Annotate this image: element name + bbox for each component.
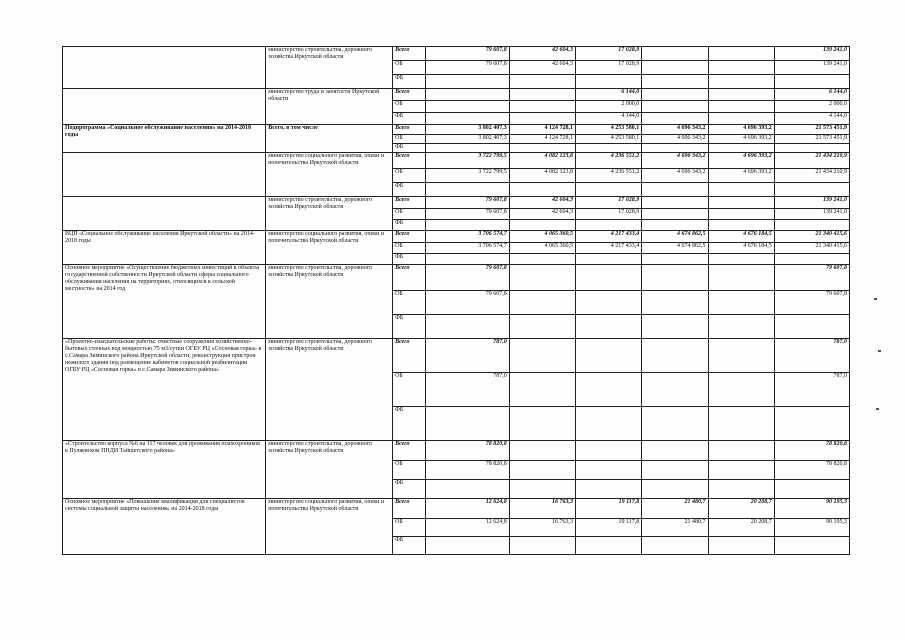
program-cell: «Строительство корпуса №6 на 117 человек для проживания психохроников в Пуляевском ПНДИ Тайшетского района» — [63, 441, 266, 499]
amount-cell — [708, 75, 774, 89]
amount-cell: 20 208,7 — [708, 499, 774, 519]
amount-cell: 21 573 451,9 — [774, 125, 849, 135]
amount-cell: 4 676 184,5 — [708, 243, 774, 254]
amount-cell: 139 241,0 — [774, 209, 849, 220]
program-cell: Основное мероприятие «Осуществление бюджетных инвестиций в объекты государственной собственности Иркутской области сферы социального обслуживания населения на территориях, относящихся к сельской местности» на 2014 год — [63, 265, 266, 339]
amount-cell: 79 607,8 — [774, 291, 849, 315]
amount-cell — [425, 89, 509, 101]
source-cell: Всего — [393, 197, 426, 209]
source-cell: ОБ — [393, 209, 426, 220]
executor-cell: министерство строительства, дорожного хозяйства Иркутской области — [266, 47, 393, 89]
amount-cell: 21 573 451,9 — [774, 135, 849, 144]
amount-cell: 6 144,0 — [774, 89, 849, 101]
amount-cell — [708, 183, 774, 197]
amount-cell: 4 144,0 — [774, 113, 849, 125]
amount-cell — [509, 291, 575, 315]
amount-cell: 42 604,3 — [509, 209, 575, 220]
amount-cell: 21 434 210,9 — [774, 169, 849, 183]
amount-cell: 4 082 123,8 — [509, 169, 575, 183]
amount-cell — [708, 89, 774, 101]
amount-cell — [708, 144, 774, 153]
amount-cell: 3 722 799,5 — [425, 153, 509, 169]
amount-cell — [642, 144, 708, 153]
executor-cell: министерство строительства, дорожного хозяйства Иркутской области — [266, 265, 393, 339]
amount-cell — [576, 407, 642, 441]
executor-cell: министерство строительства, дорожного хозяйства Иркутской области — [266, 339, 393, 441]
amount-cell — [708, 101, 774, 113]
source-cell: Всего — [393, 499, 426, 519]
amount-cell — [774, 220, 849, 231]
amount-cell: 12 624,8 — [425, 499, 509, 519]
amount-cell — [425, 144, 509, 153]
table-row — [63, 197, 850, 209]
amount-cell: 4 674 862,5 — [642, 231, 708, 243]
table-row — [63, 265, 850, 291]
amount-cell: 78 820,8 — [774, 461, 849, 480]
amount-cell: 4 236 551,2 — [576, 153, 642, 169]
amount-cell — [642, 113, 708, 125]
amount-cell — [576, 265, 642, 291]
table-row — [63, 89, 850, 101]
amount-cell — [774, 537, 849, 555]
amount-cell: 78 820,8 — [425, 461, 509, 480]
program-cell: Основное мероприятие «Повышение квалификации для специалистов системы социальной защиты населения» на 2014-2018 годы — [63, 499, 266, 555]
amount-cell: 79 607,8 — [425, 209, 509, 220]
amount-cell: 4 217 433,4 — [576, 231, 642, 243]
amount-cell: 4 253 580,1 — [576, 135, 642, 144]
amount-cell — [576, 480, 642, 499]
amount-cell: 787,0 — [774, 373, 849, 407]
amount-cell — [509, 407, 575, 441]
source-cell: ФБ — [393, 254, 426, 265]
amount-cell — [509, 265, 575, 291]
amount-cell — [509, 315, 575, 339]
source-cell: Всего — [393, 265, 426, 291]
amount-cell — [708, 461, 774, 480]
amount-cell — [708, 113, 774, 125]
amount-cell: 16 763,3 — [509, 499, 575, 519]
scan-speck — [878, 350, 881, 352]
source-cell: ОБ — [393, 243, 426, 254]
amount-cell — [708, 537, 774, 555]
amount-cell: 2 000,0 — [576, 101, 642, 113]
amount-cell — [708, 47, 774, 61]
amount-cell — [509, 339, 575, 373]
program-cell — [63, 47, 266, 89]
amount-cell: 4 696 343,2 — [642, 125, 708, 135]
source-cell: Всего — [393, 441, 426, 461]
program-cell: ВЦП «Социальное обслуживание населения Иркутской области» на 2014-2018 годы — [63, 231, 266, 265]
amount-cell — [774, 480, 849, 499]
source-cell: ОБ — [393, 61, 426, 75]
executor-cell: министерство социального развития, опеки и попечительства Иркутской области — [266, 499, 393, 555]
amount-cell: 79 607,8 — [425, 61, 509, 75]
source-cell: ОБ — [393, 461, 426, 480]
amount-cell — [708, 220, 774, 231]
amount-cell — [708, 197, 774, 209]
amount-cell: 78 820,8 — [774, 441, 849, 461]
amount-cell: 17 028,9 — [576, 209, 642, 220]
amount-cell — [708, 407, 774, 441]
source-cell: Всего — [393, 89, 426, 101]
amount-cell: 4 696 343,2 — [642, 153, 708, 169]
table-row — [63, 499, 850, 519]
amount-cell — [576, 537, 642, 555]
table-row — [63, 125, 850, 135]
amount-cell — [509, 89, 575, 101]
amount-cell — [642, 265, 708, 291]
amount-cell — [642, 373, 708, 407]
amount-cell — [774, 254, 849, 265]
amount-cell — [509, 113, 575, 125]
table-row — [63, 153, 850, 169]
program-cell — [63, 197, 266, 231]
amount-cell: 3 722 799,5 — [425, 169, 509, 183]
amount-cell: 6 144,0 — [576, 89, 642, 101]
source-cell: ФБ — [393, 144, 426, 153]
amount-cell: 21 340 415,6 — [774, 231, 849, 243]
amount-cell — [708, 265, 774, 291]
amount-cell: 42 604,3 — [509, 47, 575, 61]
amount-cell — [425, 101, 509, 113]
scan-speck — [874, 298, 877, 300]
amount-cell — [425, 537, 509, 555]
amount-cell — [576, 373, 642, 407]
amount-cell: 21 434 210,9 — [774, 153, 849, 169]
amount-cell: 79 607,8 — [425, 291, 509, 315]
amount-cell: 20 208,7 — [708, 519, 774, 537]
amount-cell — [425, 254, 509, 265]
amount-cell: 4 217 433,4 — [576, 243, 642, 254]
amount-cell: 4 253 580,1 — [576, 125, 642, 135]
amount-cell — [642, 537, 708, 555]
amount-cell — [425, 183, 509, 197]
amount-cell — [708, 291, 774, 315]
program-cell: «Проектно-изыскательские работы: очистные сооружения хозяйственно-бытовых сточных вод мощностью 75 м3/сутки ОГБУ РЦ «Сосновая горка» в с.Самара Зиминского района Иркутской области; реконструкция пристрои нежилого здания под размещение кабинетов социальной реабилитации ОГБУ РЦ «Сосновая горка» в с.Самара Зиминского района» — [63, 339, 266, 441]
amount-cell — [774, 183, 849, 197]
table-row — [63, 339, 850, 373]
amount-cell: 787,0 — [774, 339, 849, 373]
amount-cell — [642, 61, 708, 75]
amount-cell — [774, 75, 849, 89]
source-cell: Всего — [393, 125, 426, 135]
amount-cell — [642, 183, 708, 197]
amount-cell: 16 763,3 — [509, 519, 575, 537]
source-cell: ФБ — [393, 315, 426, 339]
program-cell: Подпрограмма «Социальное обслуживание населения» на 2014-2018 годы — [63, 125, 266, 153]
amount-cell — [576, 461, 642, 480]
amount-cell: 19 117,8 — [576, 499, 642, 519]
amount-cell: 79 607,8 — [425, 47, 509, 61]
amount-cell — [642, 75, 708, 89]
amount-cell — [509, 144, 575, 153]
amount-cell: 3 706 574,7 — [425, 243, 509, 254]
amount-cell: 4 696 393,2 — [708, 153, 774, 169]
amount-cell: 139 241,0 — [774, 47, 849, 61]
amount-cell — [642, 47, 708, 61]
amount-cell — [642, 315, 708, 339]
source-cell: ОБ — [393, 169, 426, 183]
source-cell: ФБ — [393, 407, 426, 441]
amount-cell — [509, 461, 575, 480]
amount-cell: 3 706 574,7 — [425, 231, 509, 243]
amount-cell — [509, 537, 575, 555]
amount-cell: 787,0 — [425, 373, 509, 407]
amount-cell: 42 604,3 — [509, 197, 575, 209]
amount-cell — [708, 441, 774, 461]
amount-cell: 4 144,0 — [576, 113, 642, 125]
amount-cell — [774, 315, 849, 339]
amount-cell — [642, 220, 708, 231]
amount-cell — [576, 144, 642, 153]
amount-cell: 4 082 123,8 — [509, 153, 575, 169]
amount-cell: 787,0 — [425, 339, 509, 373]
amount-cell: 21 480,7 — [642, 499, 708, 519]
source-cell: ФБ — [393, 537, 426, 555]
source-cell: ОБ — [393, 519, 426, 537]
amount-cell — [425, 407, 509, 441]
budget-table — [62, 46, 850, 555]
source-cell: Всего — [393, 231, 426, 243]
source-cell: ОБ — [393, 291, 426, 315]
program-cell — [63, 89, 266, 125]
amount-cell: 19 117,8 — [576, 519, 642, 537]
source-cell: ФБ — [393, 183, 426, 197]
program-cell — [63, 153, 266, 197]
amount-cell — [425, 220, 509, 231]
amount-cell — [509, 183, 575, 197]
amount-cell — [642, 407, 708, 441]
source-cell: ФБ — [393, 113, 426, 125]
amount-cell: 21 480,7 — [642, 519, 708, 537]
amount-cell — [708, 339, 774, 373]
executor-cell: министерство строительства, дорожного хозяйства Иркутской области — [266, 197, 393, 231]
amount-cell — [642, 197, 708, 209]
amount-cell: 17 028,9 — [576, 47, 642, 61]
amount-cell — [576, 291, 642, 315]
amount-cell: 4 696 393,2 — [708, 135, 774, 144]
amount-cell: 4 124 728,1 — [509, 135, 575, 144]
amount-cell — [774, 407, 849, 441]
table-row — [63, 441, 850, 461]
executor-cell: министерство социального развития, опеки и попечительства Иркутской области — [266, 153, 393, 197]
amount-cell — [642, 209, 708, 220]
amount-cell: 78 820,8 — [425, 441, 509, 461]
executor-cell: министерство труда и занятости Иркутской области — [266, 89, 393, 125]
amount-cell: 139 241,0 — [774, 197, 849, 209]
amount-cell: 21 340 415,6 — [774, 243, 849, 254]
amount-cell: 4 674 862,5 — [642, 243, 708, 254]
amount-cell — [774, 144, 849, 153]
amount-cell — [642, 441, 708, 461]
amount-cell — [576, 183, 642, 197]
amount-cell: 4 065 360,5 — [509, 231, 575, 243]
amount-cell — [708, 480, 774, 499]
amount-cell — [708, 254, 774, 265]
amount-cell — [509, 441, 575, 461]
amount-cell — [425, 315, 509, 339]
scan-speck — [876, 408, 879, 410]
executor-cell: министерство социального развития, опеки и попечительства Иркутской области — [266, 231, 393, 265]
amount-cell: 17 028,9 — [576, 197, 642, 209]
source-cell: ОБ — [393, 373, 426, 407]
amount-cell — [708, 373, 774, 407]
amount-cell: 3 802 407,3 — [425, 125, 509, 135]
source-cell: Всего — [393, 153, 426, 169]
amount-cell: 3 802 407,3 — [425, 135, 509, 144]
amount-cell — [642, 339, 708, 373]
amount-cell: 4 676 184,5 — [708, 231, 774, 243]
amount-cell — [576, 254, 642, 265]
amount-cell — [576, 315, 642, 339]
amount-cell: 4 236 551,2 — [576, 169, 642, 183]
amount-cell — [509, 480, 575, 499]
source-cell: ФБ — [393, 75, 426, 89]
source-cell: Всего — [393, 339, 426, 373]
amount-cell — [576, 441, 642, 461]
executor-cell: министерство строительства, дорожного хозяйства Иркутской области — [266, 441, 393, 499]
amount-cell — [642, 89, 708, 101]
amount-cell — [708, 61, 774, 75]
amount-cell — [576, 220, 642, 231]
amount-cell: 4 696 343,2 — [642, 135, 708, 144]
amount-cell — [425, 113, 509, 125]
amount-cell: 2 000,0 — [774, 101, 849, 113]
amount-cell — [642, 101, 708, 113]
amount-cell — [509, 220, 575, 231]
amount-cell — [642, 480, 708, 499]
amount-cell — [642, 461, 708, 480]
amount-cell — [509, 101, 575, 113]
amount-cell: 4 065 360,5 — [509, 243, 575, 254]
amount-cell: 4 696 393,2 — [708, 169, 774, 183]
amount-cell: 139 241,0 — [774, 61, 849, 75]
executor-cell: Всего, в том числе — [266, 125, 393, 153]
amount-cell — [425, 75, 509, 89]
amount-cell — [509, 75, 575, 89]
source-cell: Всего — [393, 47, 426, 61]
amount-cell: 4 124 728,1 — [509, 125, 575, 135]
table-row — [63, 47, 850, 61]
amount-cell — [576, 75, 642, 89]
amount-cell: 4 696 343,2 — [642, 169, 708, 183]
amount-cell — [708, 315, 774, 339]
table-row — [63, 231, 850, 243]
source-cell: ОБ — [393, 135, 426, 144]
amount-cell: 17 028,9 — [576, 61, 642, 75]
amount-cell: 79 607,8 — [425, 265, 509, 291]
amount-cell — [642, 291, 708, 315]
source-cell: ФБ — [393, 220, 426, 231]
amount-cell: 90 195,3 — [774, 499, 849, 519]
amount-cell — [642, 254, 708, 265]
amount-cell: 4 696 393,2 — [708, 125, 774, 135]
source-cell: ФБ — [393, 480, 426, 499]
amount-cell: 42 604,3 — [509, 61, 575, 75]
amount-cell: 90 195,3 — [774, 519, 849, 537]
amount-cell — [708, 209, 774, 220]
amount-cell — [576, 339, 642, 373]
amount-cell — [509, 254, 575, 265]
amount-cell: 79 607,8 — [425, 197, 509, 209]
amount-cell — [425, 480, 509, 499]
amount-cell — [509, 373, 575, 407]
amount-cell: 79 607,8 — [774, 265, 849, 291]
amount-cell: 12 624,8 — [425, 519, 509, 537]
source-cell: ОБ — [393, 101, 426, 113]
